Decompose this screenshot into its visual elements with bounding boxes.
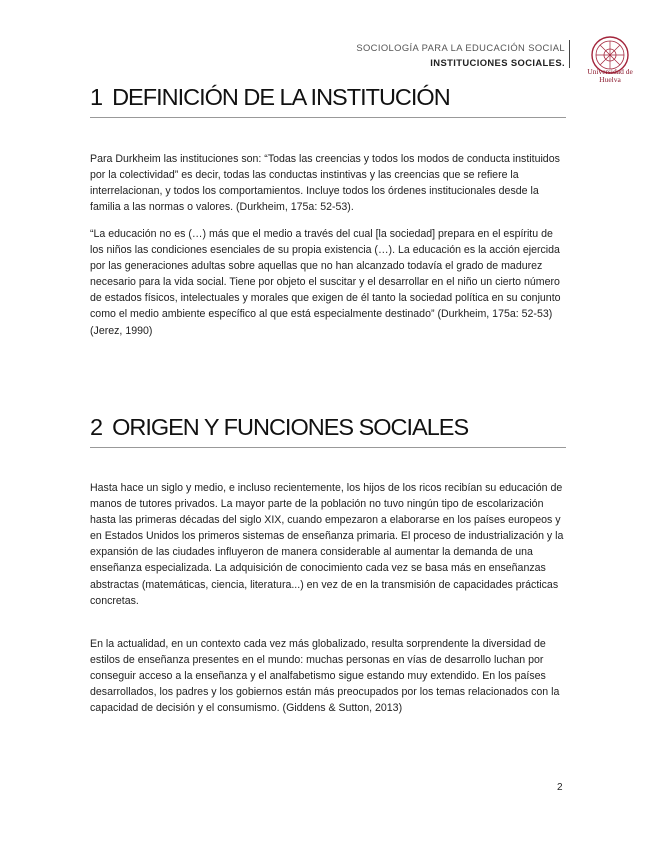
header-course-title: SOCIOLOGÍA PARA LA EDUCACIÓN SOCIAL bbox=[356, 42, 565, 53]
section-1-heading bbox=[90, 84, 566, 118]
running-header bbox=[356, 40, 565, 70]
section-1-number: 1 bbox=[90, 84, 103, 110]
section-1-title: DEFINICIÓN DE LA INSTITUCIÓN bbox=[112, 84, 450, 110]
section-2-title: ORIGEN Y FUNCIONES SOCIALES bbox=[112, 414, 469, 440]
header-divider bbox=[569, 40, 570, 68]
section-2-heading bbox=[90, 414, 566, 448]
university-logo-text: Universidad de Huelva bbox=[587, 67, 633, 84]
section-1-paragraph-2: “La educación no es (…) más que el medio a través del cual [la sociedad] prepara en el espíritu de los niños las condiciones esenciales de su propia existencia (…). La educación es la acción ejercida por las generaciones adultas sobre aquellas que no han alcanzado todavía el grado de madurez necesario para la vida social. Tiene por objeto el suscitar y el desarrollar en el niño un cierto número de estados físicos, intelectuales y morales que exigen de él tanto la sociedad política en su conjunto como el medio ambiente específico al que está especialmente destinado” (Durkheim, 175a: 52-53) (Jerez, 1990) bbox=[90, 228, 561, 337]
section-2-paragraph-2: En la actualidad, en un contexto cada vez más globalizado, resulta sorprendente la diversidad de estilos de enseñanza presentes en el mundo: muchas personas en vías de desarrollo luchan por conseguir acceso a la enseñanza y el analfabetismo sigue estando muy extendido. En los países desarrollados, los padres y los gobiernos están más preocupados por los temas relacionados con la capacidad de decisión y el consumismo. (Giddens & Sutton, 2013) bbox=[90, 638, 560, 715]
page-number: 2 bbox=[557, 782, 563, 793]
section-1-paragraph-1: Para Durkheim las instituciones son: “Todas las creencias y todos los modos de conducta instituidos por la colectividad” es decir, todas las conductas instintivas y las creencias que se refiere la interrelacionan, y todos los comportamientos. Incluye todos los órdenes institucionales desde la familia a las normas o valores. (Durkheim, 175a: 52-53). bbox=[90, 153, 560, 214]
header-chapter-title: INSTITUCIONES SOCIALES. bbox=[430, 57, 565, 68]
section-2-paragraph-1: Hasta hace un siglo y medio, e incluso recientemente, los hijos de los ricos recibían su educación de manos de tutores privados. La mayor parte de la población no tuvo ningún tipo de escolarización hasta las primeras décadas del siglo XIX, cuando empezaron a elaborarse en los países europeos y en Estados Unidos los primeros sistemas de enseñanza primaria. El proceso de industrialización y la expansión de las ciudades influyeron de manera considerable al aumentar la demanda de una enseñanza especializada. La adquisición de conocimiento cada vez se basa más en enseñanzas abstractas (matemáticas, ciencia, literatura...) en vez de en la transmisión de capacidades prácticas concretas. bbox=[90, 482, 564, 607]
section-2-number: 2 bbox=[90, 414, 103, 440]
